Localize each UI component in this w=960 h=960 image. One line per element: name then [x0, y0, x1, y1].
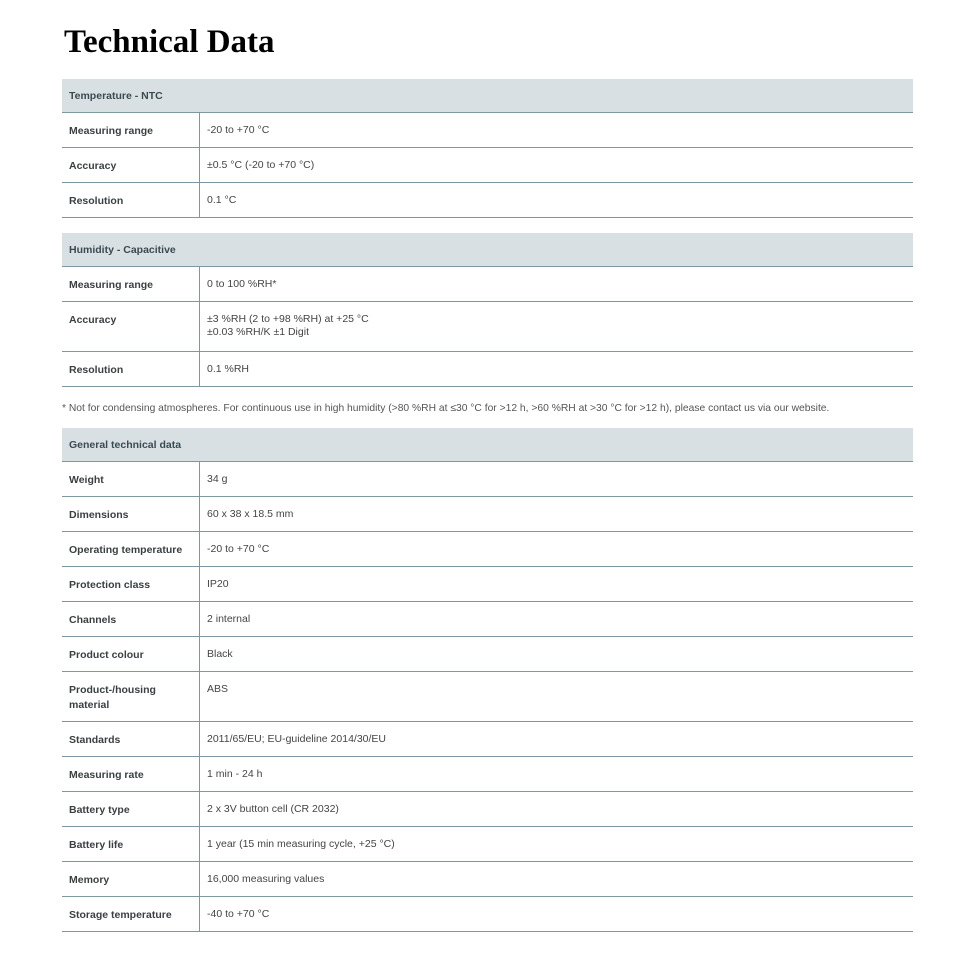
row-value: 0.1 °C — [207, 194, 237, 206]
row-value: -20 to +70 °C — [207, 543, 270, 555]
table-row — [62, 497, 913, 532]
row-value: IP20 — [207, 578, 229, 590]
row-label: Battery life — [62, 827, 200, 861]
table-row — [62, 637, 913, 672]
row-value: 2 internal — [207, 613, 251, 625]
row-value: 1 year (15 min measuring cycle, +25 °C) — [207, 838, 395, 850]
row-label: Battery type — [62, 792, 200, 826]
row-value: 2 x 3V button cell (CR 2032) — [207, 803, 339, 815]
row-label: Standards — [62, 722, 200, 756]
row-label: Channels — [62, 602, 200, 636]
table-row — [62, 462, 913, 497]
table-row — [62, 567, 913, 602]
table-row — [62, 827, 913, 862]
row-label: Resolution — [62, 183, 200, 217]
row-value: 2011/65/EU; EU-guideline 2014/30/EU — [207, 733, 387, 745]
row-value: ABS — [207, 683, 229, 695]
table-row — [62, 183, 913, 218]
row-value: -40 to +70 °C — [207, 908, 270, 920]
row-label: Measuring range — [62, 113, 200, 147]
row-value: Black — [207, 648, 233, 660]
section-heading: Temperature - NTC — [62, 79, 913, 113]
row-value: ±0.5 °C (-20 to +70 °C) — [207, 159, 315, 171]
row-value: 0.1 %RH — [207, 363, 250, 375]
section-temperature — [62, 79, 913, 218]
row-label: Accuracy — [62, 302, 200, 351]
row-value: 16,000 measuring values — [207, 873, 325, 885]
row-value: ±3 %RH (2 to +98 %RH) at +25 °C ±0.03 %RH/K ±1 Digit — [207, 313, 369, 338]
row-label: Resolution — [62, 352, 200, 386]
table-row — [62, 267, 913, 302]
row-value: -20 to +70 °C — [207, 124, 270, 136]
page-title: Technical Data — [64, 24, 275, 60]
row-label: Measuring range — [62, 267, 200, 301]
table-row — [62, 302, 913, 352]
row-label: Dimensions — [62, 497, 200, 531]
row-value: 34 g — [207, 473, 228, 485]
row-value: 0 to 100 %RH* — [207, 278, 277, 290]
table-row — [62, 792, 913, 827]
section-heading: General technical data — [62, 428, 913, 462]
table-row — [62, 672, 913, 722]
table-row — [62, 148, 913, 183]
section-humidity — [62, 233, 913, 387]
table-row — [62, 113, 913, 148]
footnote: * Not for condensing atmospheres. For continuous use in high humidity (>80 %RH at ≤30 °C for >12 h, >60 %RH at >30 °C for >12 h), please contact us via our website. — [62, 403, 830, 414]
table-row — [62, 722, 913, 757]
table-row — [62, 352, 913, 387]
row-label: Weight — [62, 462, 200, 496]
table-row — [62, 862, 913, 897]
row-value: 1 min - 24 h — [207, 768, 263, 780]
row-label: Accuracy — [62, 148, 200, 182]
row-label: Protection class — [62, 567, 200, 601]
table-row — [62, 897, 913, 932]
section-heading: Humidity - Capacitive — [62, 233, 913, 267]
row-label: Memory — [62, 862, 200, 896]
row-label: Product colour — [62, 637, 200, 671]
row-label: Measuring rate — [62, 757, 200, 791]
row-label: Storage temperature — [62, 897, 200, 931]
row-label: Operating temperature — [62, 532, 200, 566]
table-row — [62, 532, 913, 567]
row-value: 60 x 38 x 18.5 mm — [207, 508, 294, 520]
section-general — [62, 428, 913, 932]
table-row — [62, 757, 913, 792]
row-label: Product-/housing material — [62, 672, 200, 721]
table-row — [62, 602, 913, 637]
